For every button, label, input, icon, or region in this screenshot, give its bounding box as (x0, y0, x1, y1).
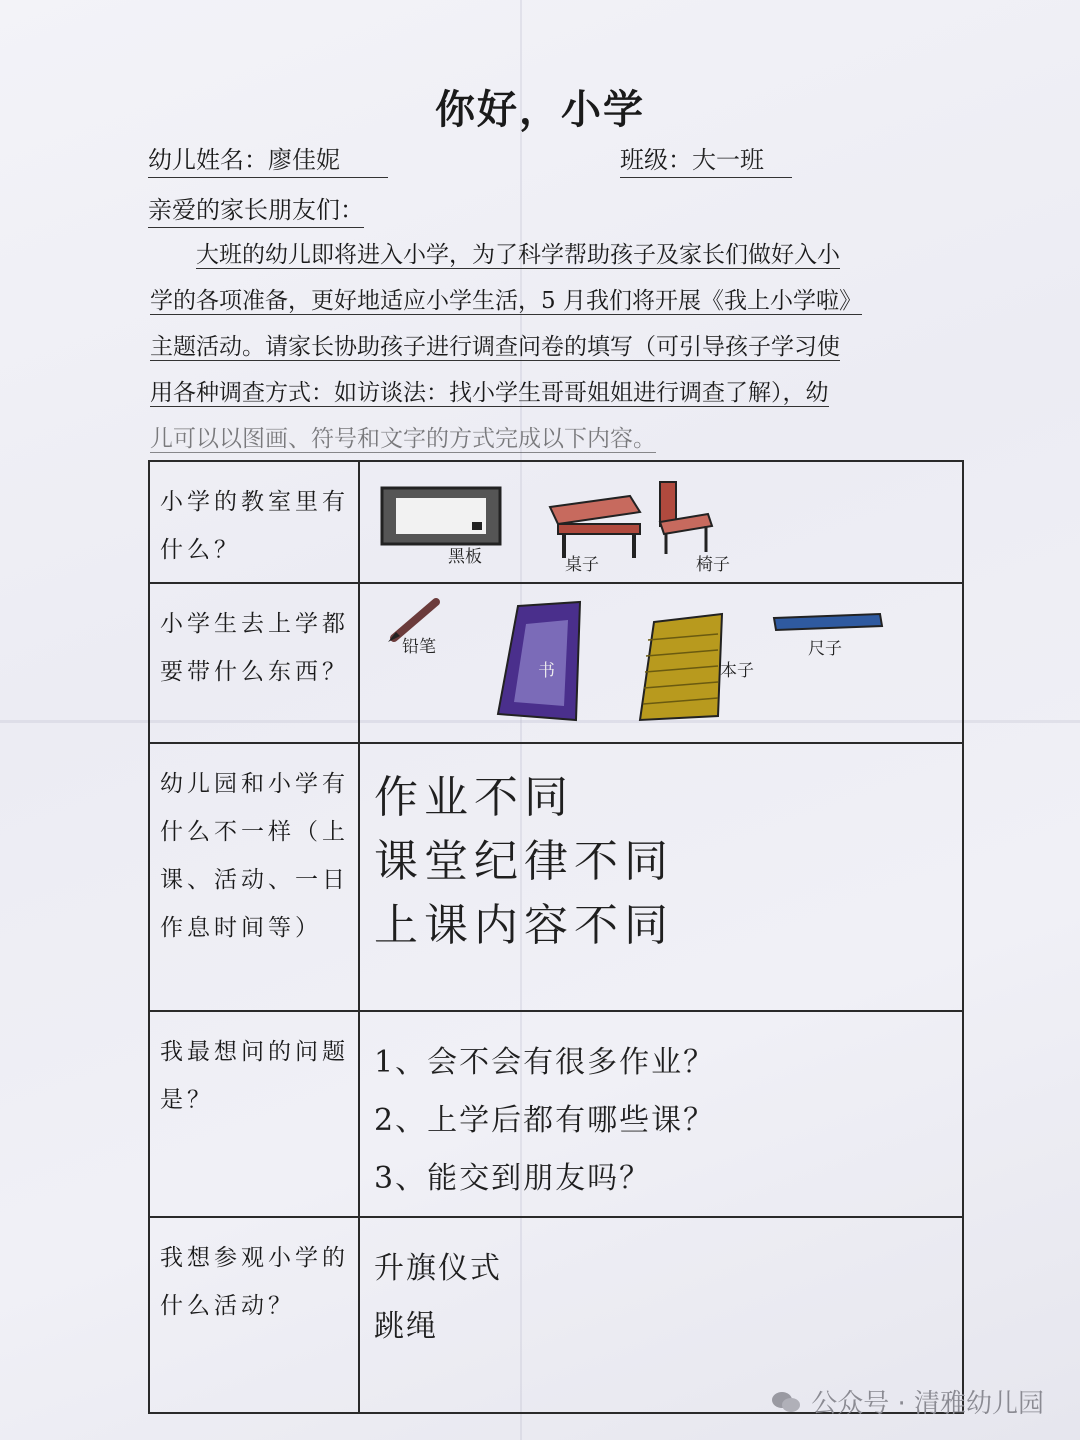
drawing-caption: 桌子 (565, 555, 599, 575)
drawing-caption: 尺子 (808, 639, 842, 659)
answer-line: 1、会不会有很多作业？ (374, 1045, 716, 1080)
answer-line: 跳绳 (374, 1309, 438, 1344)
class-label: 班级： (620, 146, 692, 174)
supplies-drawing-svg (360, 584, 980, 744)
question-cell: 小学的教室里有什么？ (149, 461, 359, 583)
watermark (771, 1383, 1044, 1420)
child-name-field (148, 140, 388, 178)
answer-line: 作业不同 (374, 772, 574, 823)
intro-line: 学的各项准备，更好地适应小学生活，5 月我们将开展《我上小学啦》 (150, 288, 862, 314)
ruler-icon (774, 614, 882, 630)
questions-answers (360, 1012, 962, 1208)
class-field (620, 140, 792, 178)
answer-cell (359, 743, 963, 1011)
drawing-caption: 黑板 (448, 547, 482, 567)
greeting: 亲爱的家长朋友们： (148, 190, 364, 228)
notebook-icon (640, 614, 722, 720)
drawing-caption: 铅笔 (402, 637, 436, 657)
drawing-caption: 椅子 (696, 555, 730, 575)
answer-line: 3、能交到朋友吗？ (374, 1161, 652, 1196)
intro-line: 大班的幼儿即将进入小学，为了科学帮助孩子及家长们做好入小 (196, 242, 840, 268)
answer-line: 上课内容不同 (374, 900, 674, 951)
answer-cell (359, 1011, 963, 1217)
table-row (149, 461, 963, 583)
answer-cell (359, 461, 963, 583)
intro-line: 用各种调查方式：如访谈法：找小学生哥哥姐姐进行调查了解），幼 (150, 380, 829, 406)
survey-table (148, 460, 964, 1414)
page-title: 你好，小学 (435, 86, 645, 133)
class-value: 大一班 (692, 146, 764, 174)
desk-icon (550, 496, 640, 558)
question-cell: 小学生去上学都要带什么东西？ (149, 583, 359, 743)
chair-icon (660, 482, 712, 554)
drawing-caption: 书 (538, 661, 555, 681)
blackboard-icon (382, 488, 500, 544)
answer-line: 升旗仪式 (374, 1251, 502, 1286)
visit-activities-answers (360, 1218, 962, 1356)
intro-line: 主题活动。请家长协助孩子进行调查问卷的填写（可引导孩子学习使 (150, 334, 840, 360)
child-name-value: 廖佳妮 (268, 146, 340, 174)
intro-paragraph (150, 232, 950, 462)
watermark-text: 公众号 · 清雅幼儿园 (811, 1389, 1044, 1419)
child-name-label: 幼儿姓名： (148, 146, 268, 174)
differences-answers (360, 744, 962, 958)
drawing-caption: 本子 (720, 661, 754, 681)
intro-line: 儿可以以图画、符号和文字的方式完成以下内容。 (150, 426, 656, 452)
question-cell: 幼儿园和小学有什么不一样（上课、活动、一日作息时间等） (149, 743, 359, 1011)
table-row (149, 743, 963, 1011)
answer-line: 课堂纪律不同 (374, 836, 674, 887)
answer-line: 2、上学后都有哪些课？ (374, 1103, 716, 1138)
table-row (149, 583, 963, 743)
question-cell: 我最想问的问题是？ (149, 1011, 359, 1217)
question-cell: 我想参观小学的什么活动？ (149, 1217, 359, 1413)
wechat-icon (771, 1390, 801, 1414)
answer-cell (359, 583, 963, 743)
table-row (149, 1011, 963, 1217)
